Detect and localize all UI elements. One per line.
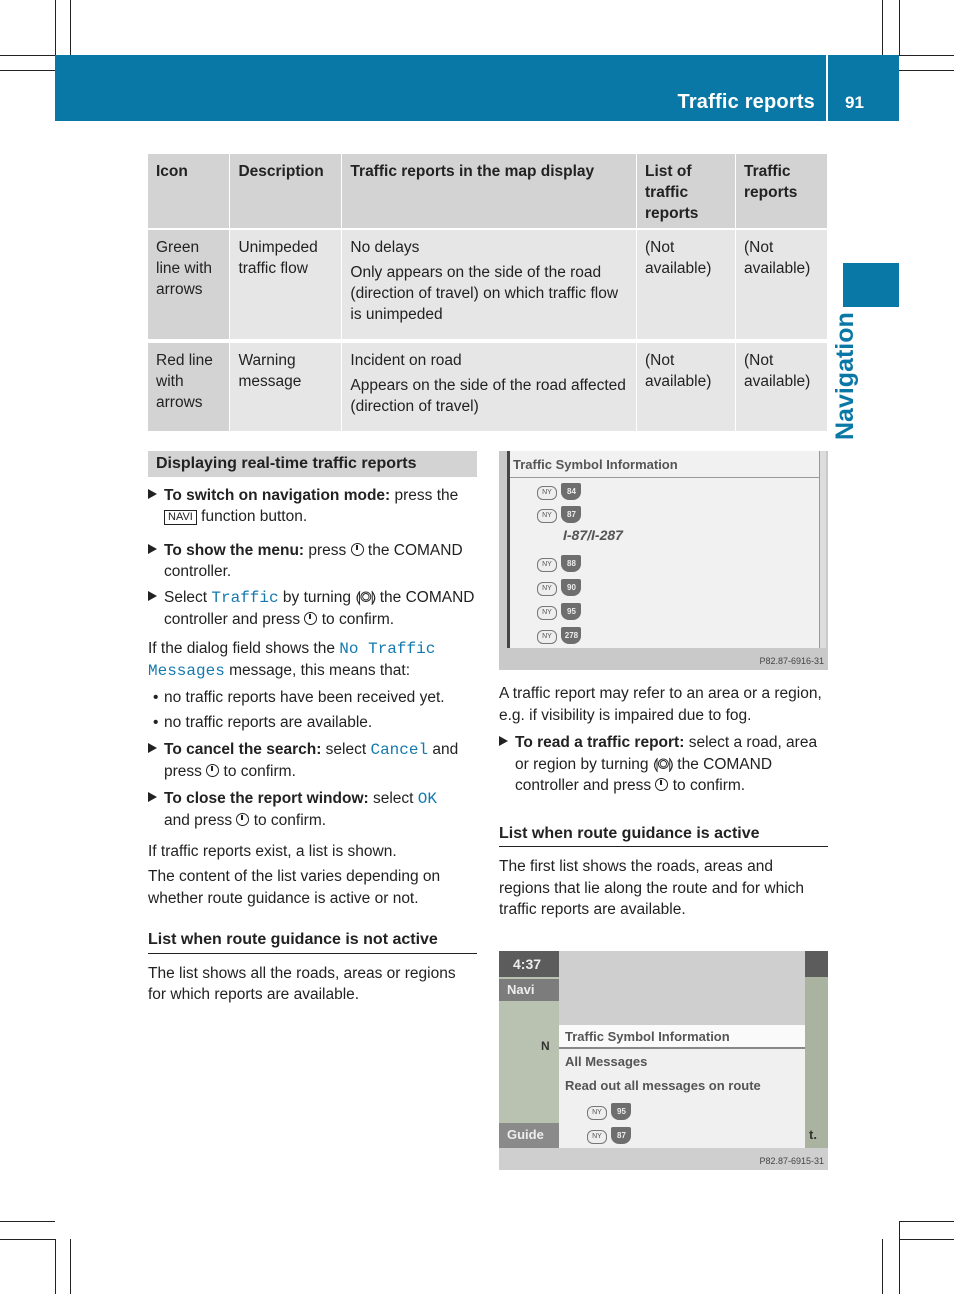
screen-row [537,481,581,500]
step-text: press the [390,486,459,504]
screen-divider [510,477,819,478]
traffic-icons-table [148,154,828,435]
table-cell: (Not available) [735,341,827,433]
crop-mark [899,1221,900,1294]
triangle-right-icon [148,743,157,753]
section-label: Navigation [831,312,859,440]
paragraph: If traffic reports exist, a list is shown. [148,842,397,860]
dialog-message: No Traffic Messages [148,639,436,680]
crop-mark [0,1221,55,1222]
interstate-shield-icon: 87 [561,506,581,523]
table-row [148,341,828,433]
step-text: by turning [278,588,351,606]
instruction-step [499,732,828,797]
crop-mark [70,1239,71,1294]
column-header: Description [230,154,342,229]
crop-mark [0,1239,55,1240]
step-text: to confirm. [219,763,296,780]
column-header: Icon [148,154,230,229]
controller-press-icon [351,543,364,556]
right-edge-panel [805,951,828,1148]
controller-press-icon [206,764,219,777]
triangle-right-icon [499,736,508,746]
left-column [148,451,477,1006]
cell-line: Appears on the side of the road affected (direction of travel) [350,377,626,415]
instruction-step [148,485,477,528]
menu-item-traffic: Traffic [211,588,279,607]
paragraph [148,638,477,683]
page-number: 91 [845,93,864,112]
controller-turn-icon: ⟬◎⟭ [652,755,673,773]
screen-row [587,1101,631,1120]
menu-item-ok: OK [417,789,437,808]
controller-turn-icon: ⟬◎⟭ [355,588,376,606]
list-item [148,687,477,709]
scrollbar[interactable] [819,451,826,648]
step-text: the COMAND controller. [164,541,463,580]
screenshot-traffic-symbol-info [499,451,828,670]
screen-title: Traffic Symbol Information [513,457,678,472]
table-cell: Unimpeded traffic flow [230,229,342,341]
list-title: Traffic Symbol Information [565,1029,730,1044]
right-edge-top [805,951,828,977]
screenshot-route-guidance-list [499,951,828,1170]
instruction-step [148,540,477,583]
header-divider [826,55,828,121]
step-text: Select [164,588,212,606]
state-pill: NY [537,606,557,620]
controller-press-icon [236,813,249,826]
paragraph-text: If the dialog field shows the [148,639,340,657]
step-label: To read a traffic report: [515,734,685,751]
paragraph-text: message, this means that: [224,662,411,679]
state-pill: NY [537,509,557,523]
step-label: To close the report window: [164,789,369,807]
step-text: to confirm. [317,611,395,628]
interstate-shield-icon: 95 [561,603,581,620]
table-cell [342,341,637,433]
paragraph: A traffic report may refer to an area or a region, e.g. if visibility is impaired due to fog. [499,685,822,724]
step-text: and press [164,740,459,780]
column-header: List of traffic reports [637,154,736,229]
triangle-right-icon [148,591,157,601]
table-cell: Green line with arrows [148,229,230,341]
controller-press-icon [655,778,668,791]
crop-mark [55,1239,56,1294]
cell-line: No delays [350,239,420,256]
step-text: and press [164,812,233,829]
crop-mark [899,1221,954,1222]
step-text: to confirm. [668,777,746,794]
step-text: select [368,789,418,807]
screen-row [537,553,581,572]
crop-mark [55,0,56,55]
step-label: To cancel the search: [164,740,322,758]
list-item [148,712,477,734]
triangle-right-icon [148,544,157,554]
navi-label: Navi [507,982,535,997]
table-cell: (Not available) [637,341,736,433]
interstate-shield-icon: 84 [561,483,581,500]
state-pill: NY [537,558,557,572]
state-pill: NY [587,1106,607,1120]
table-cell: (Not available) [637,229,736,341]
table-cell: (Not available) [735,229,827,341]
menu-item-cancel: Cancel [370,740,429,759]
section-heading: Displaying real-time traffic reports [148,451,477,477]
crop-mark [70,0,71,55]
controller-press-icon [304,612,317,625]
right-edge-letter: t. [809,1127,817,1142]
step-text: to confirm. [249,812,327,829]
crop-mark [899,55,954,56]
crop-mark [899,70,954,71]
cell-line: Incident on road [350,352,462,369]
interstate-shield-icon: 88 [561,555,581,572]
crop-mark [899,1239,954,1240]
cell-line: Only appears on the side of the road (direction of travel) on which traffic flow is unimpeded [350,264,619,323]
crop-mark [0,70,55,71]
step-label: To show the menu: [164,541,305,559]
crop-mark [882,1239,883,1294]
crop-mark [899,0,900,55]
crop-mark [0,55,55,56]
step-text: the COMAND controller and press [515,755,773,794]
state-pill: NY [587,1130,607,1144]
bullet-icon: • [153,714,159,731]
instruction-step [148,739,477,783]
sub-heading: List when route guidance is not active [148,929,477,954]
table-cell: Warning message [230,341,342,433]
step-text: press [304,541,347,559]
list-item-all-messages[interactable]: All Messages [565,1054,648,1069]
clock-time: 4:37 [513,956,542,972]
interstate-shield-icon: 87 [611,1127,631,1144]
triangle-right-icon [148,489,157,499]
image-code: P82.87-6916-31 [759,656,824,666]
list-item-read-out[interactable]: Read out all messages on route [565,1078,761,1093]
map-letter: N [541,1039,550,1053]
right-column [499,683,828,921]
screen-row [537,504,581,523]
instruction-step [148,788,477,832]
paragraph: The list shows all the roads, areas or regions for which reports are available. [148,964,456,1003]
table-header-row [148,154,828,229]
column-header: Traffic reports in the map display [342,154,637,229]
list-item-text: no traffic reports have been received yet. [164,688,445,706]
state-pill: NY [537,486,557,500]
step-text: select a road, area or region by turning [515,734,818,773]
page-title: Traffic reports [677,91,815,113]
triangle-right-icon [148,792,157,802]
screen-row [537,625,581,644]
table-cell [342,229,637,341]
interstate-shield-icon: 278 [561,627,581,644]
sub-heading: List when route guidance is active [499,823,828,848]
step-text: select [321,740,371,758]
screen-row [537,601,581,620]
image-code: P82.87-6915-31 [759,1156,824,1166]
list-item-text: no traffic reports are available. [164,714,373,731]
paragraph: The content of the list varies depending on whether route guidance is active or not. [148,868,441,907]
instruction-step [148,587,477,631]
interstate-shield-icon: 95 [611,1103,631,1120]
state-pill: NY [537,582,557,596]
table-cell: Red line with arrows [148,341,230,433]
step-text: the COMAND controller and press [164,588,475,628]
table-row [148,229,828,341]
guide-label: Guide [507,1127,544,1142]
step-label: To switch on navigation mode: [164,486,391,504]
page-header [55,55,899,121]
navi-key: NAVI [164,510,197,525]
route-label: I-87/I-287 [563,527,623,543]
crop-mark [882,0,883,55]
interstate-shield-icon: 90 [561,579,581,596]
column-header: Traffic reports [735,154,827,229]
state-pill: NY [537,630,557,644]
bullet-icon: • [153,688,159,706]
screen-row [587,1125,631,1144]
paragraph: The first list shows the roads, areas and regions that lie along the route and for which traffic reports are available. [499,858,805,918]
screen-row [537,577,581,596]
step-text: function button. [196,508,308,525]
